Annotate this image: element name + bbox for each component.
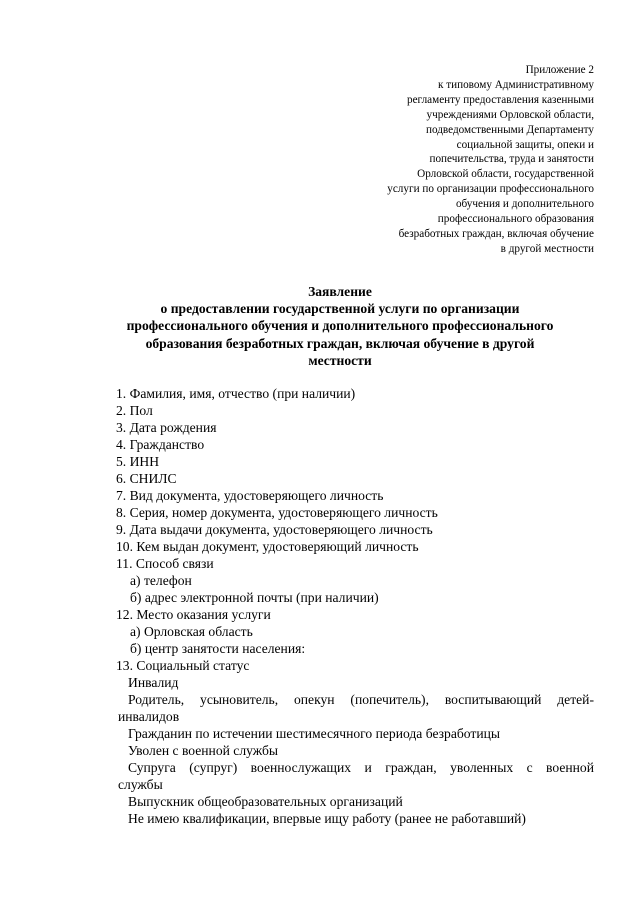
field-place-center: б) центр занятости населения: xyxy=(130,641,306,656)
status-parent xyxy=(0,691,594,725)
appendix-line: подведомственными Департаменту xyxy=(425,123,594,136)
appendix-line: услуги по организации профессионального xyxy=(387,183,594,196)
field-place-region: а) Орловская область xyxy=(130,624,253,639)
appendix-line: Приложение 2 xyxy=(525,64,594,76)
field-id-type: 7. Вид документа, удостоверяющего личность xyxy=(116,488,384,503)
status-spouse-line2: службы xyxy=(118,777,163,792)
field-contact-method: 11. Способ связи xyxy=(116,556,214,571)
status-spouse-line1: Супруга (супруг) военнослужащих и граждан, уволенных с военной xyxy=(128,760,594,775)
field-birth-date: 3. Дата рождения xyxy=(116,420,217,435)
status-no-qualification: Не имею квалификации, впервые ищу работу (ранее не работавший) xyxy=(128,811,526,826)
field-id-issuer: 10. Кем выдан документ, удостоверяющий личность xyxy=(116,539,419,554)
status-parent-line1: Родитель, усыновитель, опекун (попечитель), воспитывающий детей- xyxy=(128,692,594,707)
appendix-line: учреждениями Орловской области, xyxy=(426,108,594,121)
field-contact-phone: а) телефон xyxy=(130,573,192,588)
title-line: образования безработных граждан, включая обучение в другой xyxy=(145,335,535,351)
status-parent-line2: инвалидов xyxy=(118,709,180,724)
appendix-note xyxy=(300,63,594,257)
document-title xyxy=(90,283,590,369)
field-snils: 6. СНИЛС xyxy=(116,471,177,486)
appendix-line: Орловской области, государственной xyxy=(417,168,594,181)
appendix-line: в другой местности xyxy=(500,242,594,255)
appendix-line: социальной защиты, опеки и xyxy=(456,138,594,151)
field-sex: 2. Пол xyxy=(116,403,153,418)
status-spouse xyxy=(0,759,594,793)
status-six-months: Гражданин по истечении шестимесячного периода безработицы xyxy=(128,726,501,741)
field-full-name: 1. Фамилия, имя, отчество (при наличии) xyxy=(116,386,356,401)
title-line: местности xyxy=(308,352,372,368)
appendix-line: к типовому Административному xyxy=(437,78,594,91)
appendix-line: регламенту предоставления казенными xyxy=(407,93,594,106)
status-invalid: Инвалид xyxy=(128,675,179,690)
appendix-line: обучения и дополнительного xyxy=(455,198,594,211)
field-id-number: 8. Серия, номер документа, удостоверяющего личность xyxy=(116,505,438,520)
form-fields xyxy=(116,385,596,827)
field-inn: 5. ИНН xyxy=(116,454,160,469)
field-service-place: 12. Место оказания услуги xyxy=(116,607,271,622)
appendix-line: безработных граждан, включая обучение xyxy=(398,227,594,240)
status-military: Уволен с военной службы xyxy=(128,743,278,758)
title-line: профессионального обучения и дополнительного профессионального xyxy=(126,318,554,334)
field-contact-email: б) адрес электронной почты (при наличии) xyxy=(130,590,379,605)
appendix-line: попечительства, труда и занятости xyxy=(429,153,594,166)
status-graduate: Выпускник общеобразовательных организаций xyxy=(128,794,403,809)
title-line: Заявление xyxy=(308,284,372,299)
field-social-status: 13. Социальный статус xyxy=(116,658,250,673)
field-id-issue-date: 9. Дата выдачи документа, удостоверяющего личность xyxy=(116,522,433,537)
title-line: о предоставлении государственной услуги по организации xyxy=(160,301,520,317)
field-citizenship: 4. Гражданство xyxy=(116,437,205,452)
appendix-line: профессионального образования xyxy=(437,213,594,226)
